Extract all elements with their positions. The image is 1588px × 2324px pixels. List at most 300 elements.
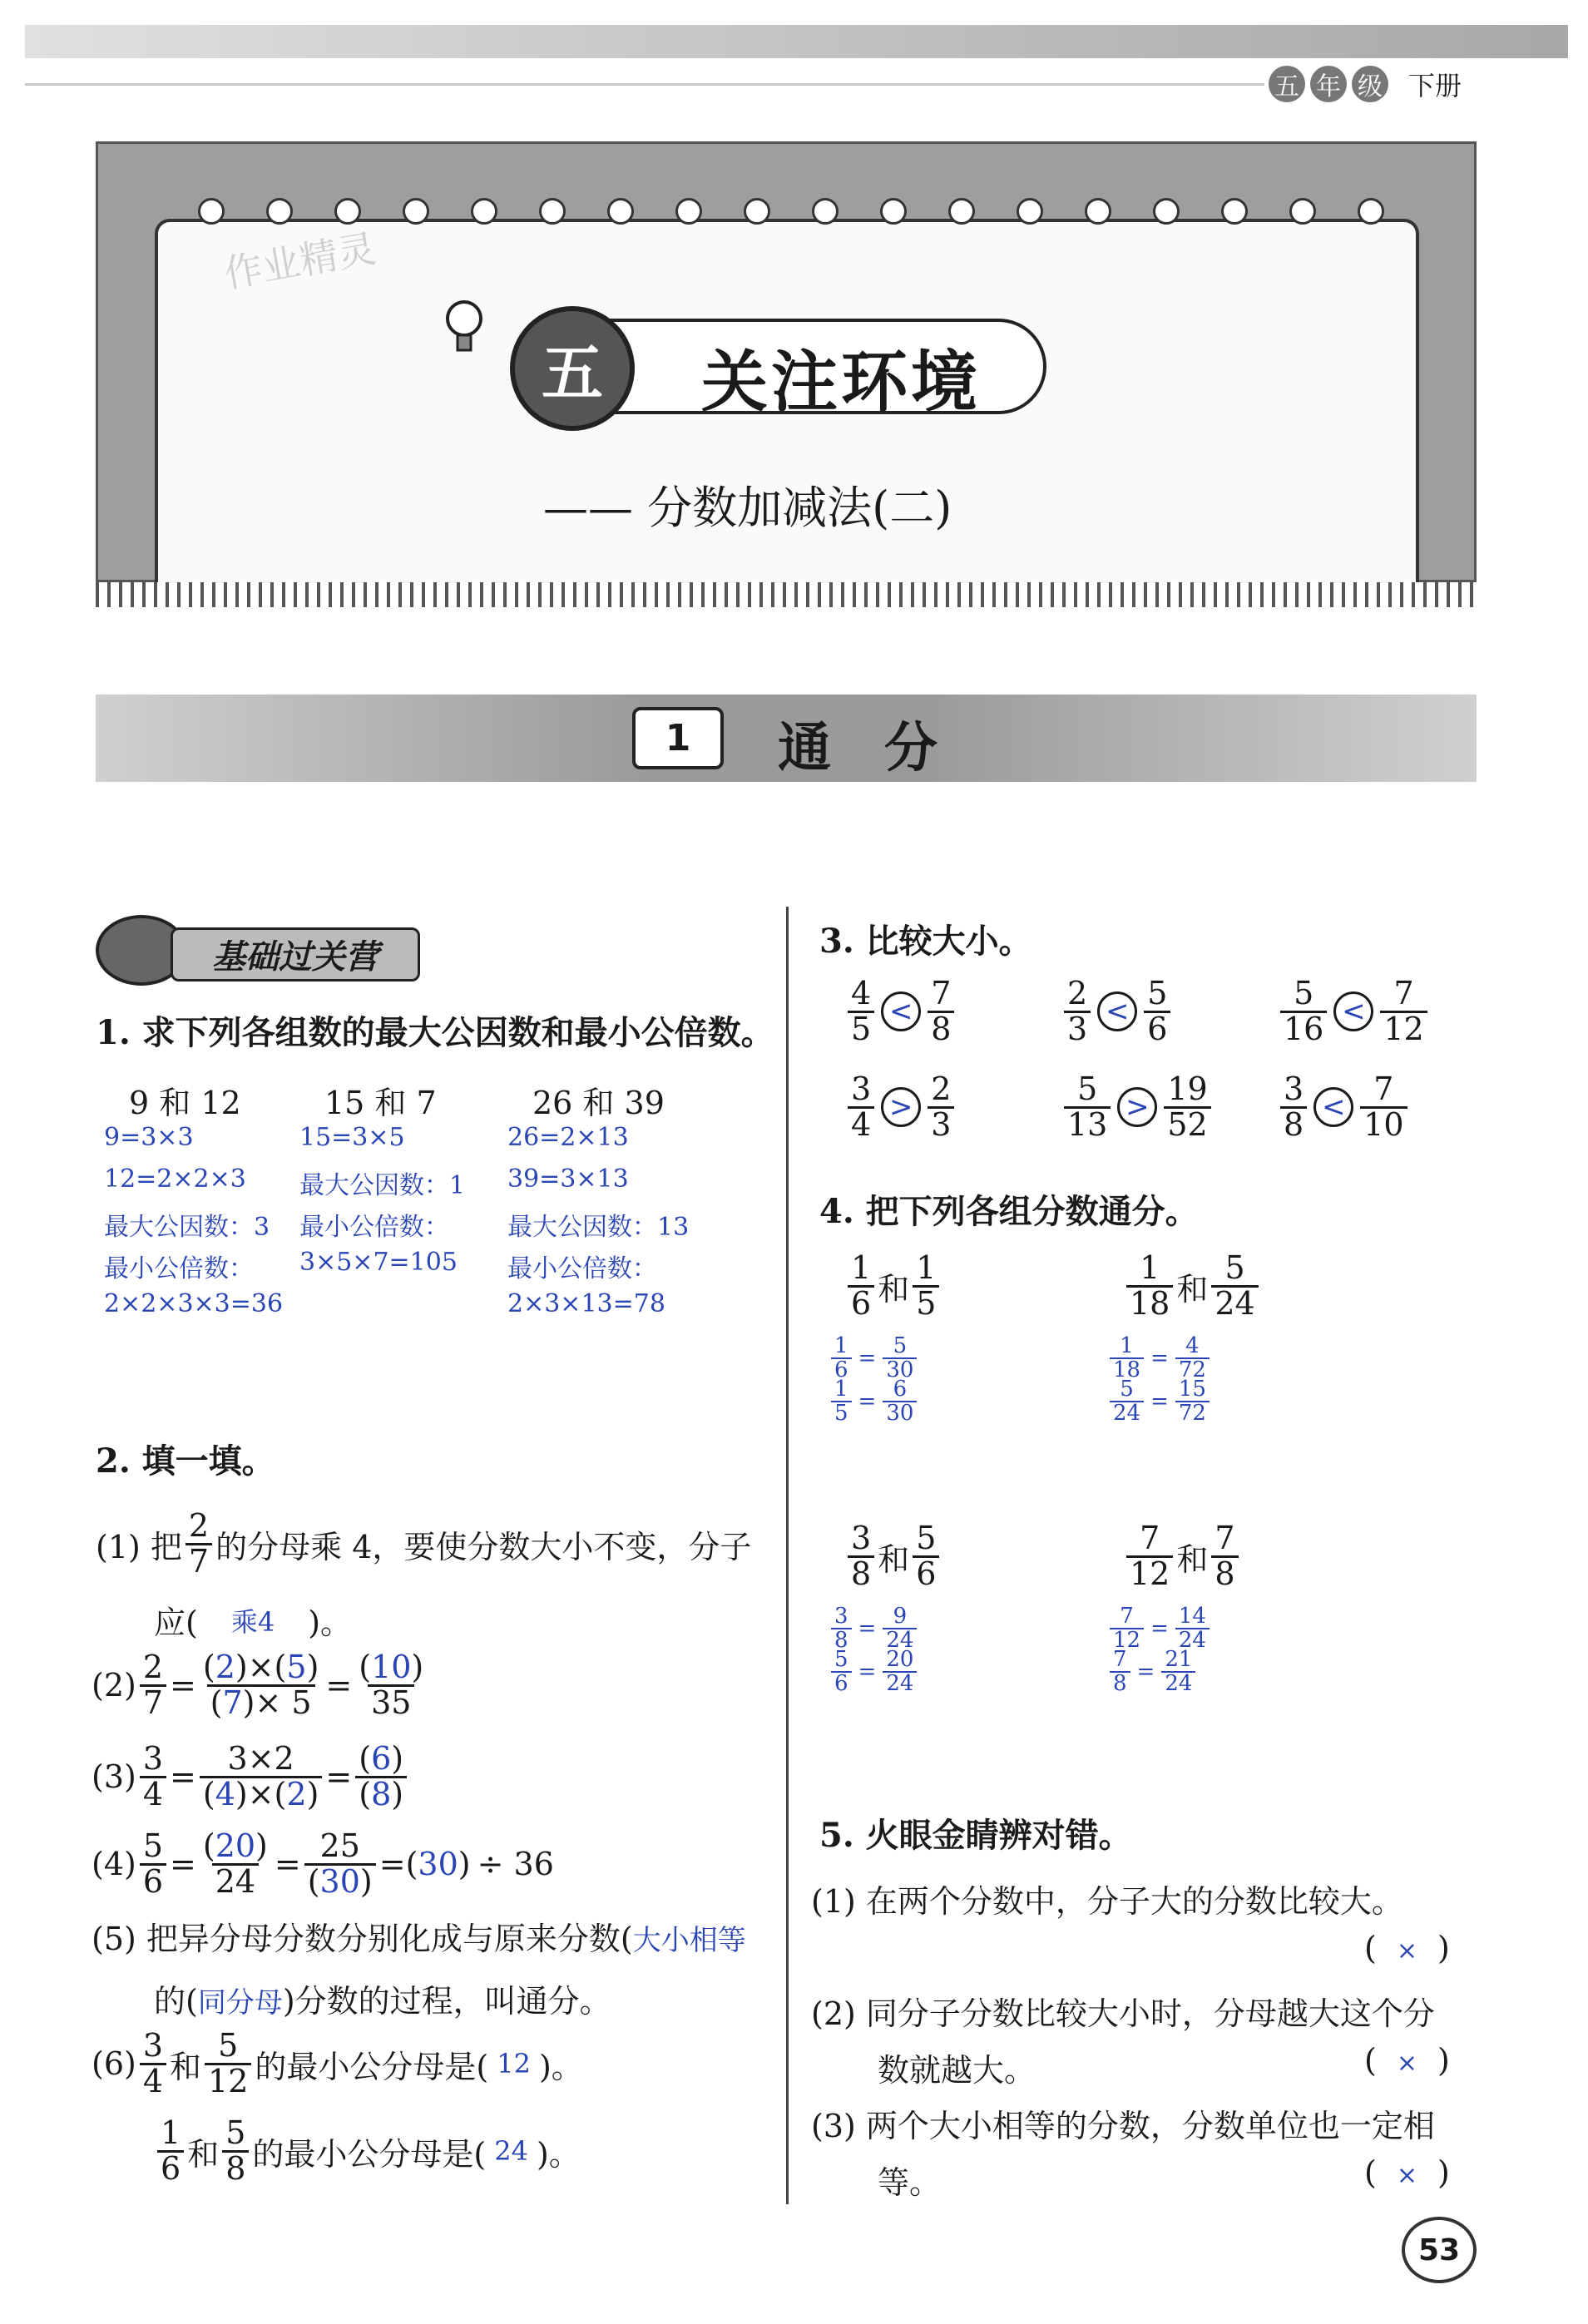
denominator: 8	[1110, 1671, 1130, 1695]
q2-part6-line2	[154, 2114, 581, 2187]
q2-p6-answer-2: 24	[494, 2135, 528, 2168]
numerator: 5	[916, 1520, 937, 1556]
fraction	[1064, 977, 1091, 1046]
section-title: 通 分	[778, 718, 937, 779]
fraction	[1360, 1073, 1407, 1142]
ring-icon	[539, 198, 566, 225]
q5-statement: (1) 在两个分数中，分子大的分数比较大。	[811, 1883, 1403, 1920]
denominator: 6	[831, 1357, 852, 1382]
fraction	[831, 1378, 852, 1426]
ring-icon	[675, 198, 702, 225]
q4-solution-line	[828, 1605, 920, 1653]
equals: =	[1150, 1389, 1169, 1415]
q3-prompt: 3. 比较大小。	[819, 922, 1032, 961]
numerator: 4	[851, 975, 872, 1011]
fraction	[1110, 1605, 1144, 1653]
q4-solution-line	[1106, 1378, 1213, 1426]
part-label: (6)	[92, 2045, 136, 2083]
q4-prompt: 4. 把下列各组分数通分。	[819, 1192, 1199, 1231]
numerator: 25	[319, 1827, 360, 1864]
denominator: 5	[913, 1285, 939, 1321]
grade-char: 五	[1269, 66, 1305, 102]
and-text: 和	[878, 1270, 910, 1308]
denominator: 24	[1110, 1401, 1144, 1425]
divide-text: ÷ 36	[477, 1846, 554, 1883]
q3-compare-item	[844, 977, 957, 1046]
numerator: 1	[834, 1333, 848, 1358]
ring-icon	[1153, 198, 1180, 225]
part-label: (2)	[92, 1667, 136, 1704]
denominator: 35	[368, 1684, 414, 1720]
and-text: 和	[1176, 1270, 1209, 1308]
paren-answer: (30)	[405, 1846, 471, 1883]
q5-answer-bracket: ( × )	[1364, 1930, 1450, 1966]
numerator: 5	[1147, 975, 1168, 1011]
q1-pair: 15 和 7	[324, 1085, 437, 1121]
fraction	[848, 1249, 874, 1322]
q3-compare-item	[1061, 977, 1174, 1046]
fraction	[883, 1378, 917, 1426]
numerator: 7	[1393, 975, 1414, 1011]
numerator: 1	[1120, 1333, 1134, 1358]
fraction	[200, 1740, 323, 1812]
denominator: 6	[157, 2150, 184, 2186]
volume-label: 下册	[1408, 70, 1462, 101]
fraction	[140, 2027, 166, 2099]
fraction	[831, 1605, 852, 1653]
ring-icon	[266, 198, 293, 225]
denominator: 8	[928, 1011, 954, 1046]
denominator: 6	[1144, 1011, 1170, 1046]
header-rule	[25, 83, 1264, 86]
fraction	[1144, 977, 1170, 1046]
denominator: 12	[1126, 1555, 1173, 1591]
fraction	[848, 1073, 874, 1142]
fraction	[222, 2114, 249, 2187]
banner-tick-strip	[96, 582, 1477, 607]
fraction	[913, 1522, 939, 1591]
q2-part3	[92, 1740, 410, 1812]
section-number-badge	[632, 707, 724, 769]
denominator: 6	[831, 1671, 852, 1695]
q2-p5-text-a: (5) 把异分母分数分别化成与原来分数(	[92, 1921, 633, 1957]
fraction	[848, 977, 874, 1046]
denominator: 24	[1175, 1628, 1210, 1652]
numerator: 7	[931, 975, 952, 1011]
q5-answer: ×	[1396, 1936, 1417, 1966]
fraction	[1161, 1649, 1195, 1696]
numerator: 7	[1113, 1647, 1127, 1672]
denominator: 8	[222, 2150, 249, 2186]
denominator: 6	[848, 1285, 874, 1321]
compare-answer: <	[1333, 991, 1373, 1031]
q2-p1-text-d: )。	[308, 1605, 353, 1641]
q1-work-line: 2×2×3×3=36	[104, 1289, 284, 1318]
denominator: 52	[1164, 1106, 1210, 1142]
numerator: 5	[218, 2027, 239, 2064]
top-bar	[25, 25, 1568, 58]
q1-pair: 26 和 39	[532, 1085, 665, 1121]
close-paren: )。	[536, 2135, 581, 2173]
compare-answer: <	[1097, 991, 1137, 1031]
q2-p5-answer2: 同分母	[197, 1986, 283, 2020]
q4-solution-line	[828, 1335, 920, 1382]
answer: 4	[215, 1775, 235, 1812]
answer: 5	[286, 1649, 307, 1685]
q2-prompt: 2. 填一填。	[96, 1441, 275, 1481]
fraction	[355, 1740, 407, 1812]
fraction	[1110, 1378, 1144, 1426]
fraction	[1211, 1249, 1258, 1322]
q3-compare-item	[1061, 1073, 1214, 1142]
numerator: 3	[851, 1071, 872, 1107]
numerator: 3	[1284, 1071, 1304, 1107]
fraction	[913, 1249, 939, 1322]
equals: =	[170, 1667, 196, 1704]
denominator: 72	[1175, 1357, 1210, 1382]
q2-part4	[92, 1827, 554, 1900]
column-divider	[786, 907, 789, 2204]
numerator: (6)	[359, 1740, 404, 1777]
fraction	[1175, 1605, 1210, 1653]
q5-statement-cont: 等。	[878, 2164, 942, 2201]
and-text: 和	[878, 1540, 910, 1578]
and-text: 和	[187, 2135, 220, 2173]
denominator: 13	[1064, 1106, 1111, 1142]
numerator: 5	[1224, 1249, 1245, 1286]
denominator: 30	[883, 1401, 917, 1425]
q2-p1-answer: 乘4	[230, 1605, 275, 1638]
q2-p1-text-c: 应(	[154, 1605, 198, 1641]
numerator: 2	[931, 1071, 952, 1107]
and-text: 和	[1176, 1540, 1209, 1578]
unit-banner	[96, 141, 1477, 582]
fraction	[928, 977, 954, 1046]
fraction	[140, 1740, 166, 1812]
q1-work-line: 最小公倍数：	[507, 1254, 657, 1283]
answer: 20	[215, 1827, 256, 1864]
equals: =	[858, 1346, 877, 1372]
numerator: 5	[225, 2114, 246, 2151]
fraction	[1164, 1073, 1210, 1142]
q2-p6-text-2: 的最小公分母是(	[252, 2135, 487, 2173]
grade-char: 级	[1352, 66, 1388, 102]
q3-compare-item	[1277, 977, 1431, 1046]
fraction	[1110, 1335, 1144, 1382]
q5-prompt: 5. 火眼金睛辨对错。	[819, 1816, 1132, 1855]
denominator: 6	[140, 1863, 166, 1899]
ring-icon	[1221, 198, 1248, 225]
compare-answer: >	[881, 1087, 921, 1127]
denominator: 8	[1280, 1106, 1307, 1142]
and-text: 和	[170, 2048, 202, 2085]
denominator: 24	[1161, 1671, 1195, 1695]
fraction	[1280, 1073, 1307, 1142]
fraction	[1126, 1522, 1173, 1591]
fraction	[1380, 977, 1427, 1046]
fraction	[200, 1651, 323, 1720]
equals: =	[1150, 1616, 1169, 1642]
denominator: 5	[831, 1401, 852, 1425]
fraction	[883, 1605, 917, 1653]
ring-icon	[198, 198, 225, 225]
numerator: 7	[1214, 1520, 1235, 1556]
q1-work-line: 15=3×5	[299, 1123, 405, 1152]
numerator: 5	[893, 1333, 908, 1358]
denominator: 4	[140, 2063, 166, 2099]
denominator: 3	[1064, 1011, 1091, 1046]
denominator: 8	[831, 1628, 852, 1652]
answer: 8	[371, 1775, 392, 1812]
denominator: 72	[1175, 1401, 1210, 1425]
fraction	[355, 1651, 427, 1720]
q2-p5-text-c: )分数的过程，叫通分。	[282, 1983, 611, 2020]
equals: =	[858, 1659, 877, 1685]
numerator: 5	[834, 1647, 848, 1672]
q5-answer-bracket: ( × )	[1364, 2154, 1450, 2191]
q2-part1-line2	[154, 1597, 352, 1643]
close-paren: )。	[538, 2048, 583, 2085]
numerator: 7	[1120, 1604, 1134, 1629]
fraction	[848, 1522, 874, 1591]
equals: =	[170, 1846, 196, 1883]
fraction	[831, 1649, 852, 1696]
numerator: 3	[834, 1604, 848, 1629]
denominator: 7	[186, 1543, 212, 1579]
equals: =	[274, 1846, 301, 1883]
q2-p5-text-b: 的(	[154, 1983, 198, 2020]
tag-label: 基础过关营	[212, 938, 378, 977]
numerator: 4	[1185, 1333, 1200, 1358]
fraction	[831, 1335, 852, 1382]
answer: 6	[371, 1740, 392, 1777]
denominator: (8)	[355, 1776, 407, 1812]
numerator: 1	[916, 1249, 937, 1286]
numerator: 3	[851, 1520, 872, 1556]
denominator: 8	[1211, 1555, 1238, 1591]
numerator: 6	[893, 1377, 908, 1402]
fraction	[1175, 1378, 1210, 1426]
numerator: 5	[1120, 1377, 1134, 1402]
unit-title: 关注环境	[701, 344, 981, 421]
q2-p6-answer: 12	[497, 2048, 531, 2080]
q2-part1	[96, 1507, 752, 1580]
unit-subtitle: —— 分数加减法(二)	[543, 482, 952, 534]
fraction	[304, 1827, 376, 1900]
equals: =	[1136, 1659, 1155, 1685]
numerator: 2	[1067, 975, 1088, 1011]
fraction	[140, 1651, 166, 1720]
ring-icon	[403, 198, 429, 225]
answer: 2	[215, 1649, 235, 1685]
compare-answer: <	[881, 991, 921, 1031]
equals: =	[858, 1389, 877, 1415]
denominator: 4	[140, 1776, 166, 1812]
page-number-badge	[1402, 2217, 1477, 2283]
numerator: 19	[1167, 1071, 1208, 1107]
ring-icon	[607, 198, 634, 225]
numerator: 14	[1178, 1604, 1206, 1629]
tag-label-box	[171, 927, 420, 982]
denominator: 24	[883, 1628, 917, 1652]
denominator: 5	[848, 1011, 874, 1046]
numerator: 1	[834, 1377, 848, 1402]
numerator: 7	[1140, 1520, 1160, 1556]
numerator: 5	[1077, 1071, 1098, 1107]
ring-icon	[880, 198, 907, 225]
equals: =	[325, 1667, 353, 1704]
numerator: 15	[1178, 1377, 1206, 1402]
part-label: (4)	[92, 1846, 136, 1883]
q4-solution-line	[1106, 1649, 1199, 1696]
q2-part2	[92, 1651, 430, 1720]
numerator: (10)	[359, 1649, 424, 1685]
numerator: 5	[1294, 975, 1314, 1011]
q3-compare-item	[844, 1073, 957, 1142]
fraction	[186, 1507, 212, 1580]
q2-p5-answer1: 大小相等	[632, 1924, 746, 1957]
answer: 7	[222, 1684, 243, 1721]
q5-statement: (3) 两个大小相等的分数，分数单位也一定相	[811, 2108, 1435, 2144]
q5-answer-bracket: ( × )	[1364, 2042, 1450, 2079]
fraction	[157, 2114, 184, 2187]
denominator: 24	[212, 1863, 259, 1899]
numerator: 1	[851, 1249, 872, 1286]
fraction	[1211, 1522, 1238, 1591]
equals: =	[170, 1758, 196, 1796]
equals: =	[325, 1758, 353, 1796]
page-number: 53	[1417, 2233, 1461, 2267]
unit-number: 五	[542, 338, 603, 409]
numerator: 3	[142, 1740, 164, 1777]
fraction	[140, 1827, 166, 1900]
denominator: 24	[1211, 1285, 1258, 1321]
q5-answer: ×	[1396, 2049, 1417, 2078]
q2-part5-line2	[154, 1975, 611, 2021]
unit-number-circle	[510, 306, 635, 431]
q1-work-line: 最小公倍数：	[104, 1254, 254, 1283]
numerator: 7	[1373, 1071, 1394, 1107]
section-number: 1	[665, 717, 691, 759]
numerator: 1	[161, 2114, 181, 2151]
equals: =	[378, 1846, 406, 1883]
q4-pair	[844, 1522, 942, 1591]
grade-badge	[1269, 65, 1462, 103]
fraction	[883, 1335, 917, 1382]
fraction	[205, 2027, 251, 2099]
q1-work-line: 最大公因数：1	[299, 1171, 466, 1200]
q4-solution-line	[828, 1649, 920, 1696]
ring-icon	[1358, 198, 1384, 225]
denominator: (7)× 5	[207, 1684, 315, 1720]
q4-pair	[1123, 1522, 1242, 1591]
q2-part5	[92, 1913, 799, 1959]
answer: 10	[371, 1649, 412, 1685]
numerator: 21	[1165, 1647, 1193, 1672]
q5-statement-cont: 数就越大。	[878, 2052, 1036, 2089]
equals: =	[858, 1616, 877, 1642]
watermark-text: 作业精灵	[220, 225, 379, 297]
denominator: 24	[883, 1671, 917, 1695]
denominator: 12	[1380, 1011, 1427, 1046]
fraction	[200, 1827, 271, 1900]
denominator: 4	[848, 1106, 874, 1142]
equals: =	[1150, 1346, 1169, 1372]
denominator: 16	[1280, 1011, 1327, 1046]
fraction	[1064, 1073, 1111, 1142]
fraction	[1175, 1335, 1210, 1382]
numerator: 2	[188, 1507, 210, 1544]
q1-work-line: 3×5×7=105	[299, 1248, 458, 1277]
ring-icon	[744, 198, 770, 225]
q5-answer: ×	[1396, 2161, 1417, 2190]
compare-answer: <	[1313, 1087, 1353, 1127]
denominator: 8	[848, 1555, 874, 1591]
numerator: 3×2	[227, 1740, 294, 1777]
compare-answer: >	[1117, 1087, 1157, 1127]
q1-work-line: 最大公因数：3	[104, 1213, 270, 1242]
numerator: (2)×(5)	[202, 1649, 319, 1685]
q4-pair	[844, 1249, 942, 1322]
numerator: (20)	[202, 1827, 268, 1864]
numerator: 3	[142, 2027, 164, 2064]
ring-icon	[1289, 198, 1316, 225]
spiral-rings	[198, 190, 1404, 248]
denominator: 7	[140, 1684, 166, 1720]
fraction	[928, 1073, 954, 1142]
q1-work-line: 9=3×3	[104, 1123, 194, 1152]
denominator: 12	[1110, 1628, 1144, 1652]
denominator: 30	[883, 1357, 917, 1382]
denominator: (30)	[304, 1863, 376, 1899]
numerator: 9	[893, 1604, 908, 1629]
ring-icon	[948, 198, 975, 225]
ring-icon	[1085, 198, 1111, 225]
answer: 30	[418, 1846, 458, 1883]
q4-solution-line	[1106, 1605, 1213, 1653]
q4-solution-line	[1106, 1335, 1213, 1382]
q1-work-line: 12=2×2×3	[104, 1164, 246, 1194]
numerator: 20	[886, 1647, 914, 1672]
part-label: (3)	[92, 1758, 136, 1796]
answer: 30	[319, 1862, 360, 1900]
denominator: 18	[1110, 1357, 1144, 1382]
q2-p1-text-b: 的分母乘 4，要使分数大小不变，分子	[215, 1528, 752, 1565]
q1-work-line: 39=3×13	[507, 1164, 629, 1194]
fraction	[883, 1649, 917, 1696]
q1-work-line: 26=2×13	[507, 1123, 629, 1152]
numerator: 2	[142, 1649, 164, 1685]
numerator: 1	[1140, 1249, 1160, 1286]
ring-icon	[471, 198, 497, 225]
denominator: (4)×(2)	[200, 1776, 323, 1812]
answer: 2	[286, 1775, 307, 1812]
q2-p6-text: 的最小公分母是(	[255, 2048, 489, 2085]
numerator: 5	[142, 1827, 164, 1864]
fraction	[1126, 1249, 1173, 1322]
q1-work-line: 最大公因数：13	[507, 1213, 690, 1242]
denominator: 6	[913, 1555, 939, 1591]
q1-prompt: 1. 求下列各组数的最大公因数和最小公倍数。	[96, 1013, 774, 1052]
ring-icon	[1017, 198, 1043, 225]
q2-part6	[92, 2027, 583, 2099]
grade-char: 年	[1310, 66, 1347, 102]
q3-compare-item	[1277, 1073, 1411, 1142]
q2-p1-text-a: (1) 把	[96, 1528, 182, 1565]
q1-work-line: 2×3×13=78	[507, 1289, 665, 1318]
fraction	[1280, 977, 1327, 1046]
q1-work-line: 最小公倍数：	[299, 1213, 449, 1242]
